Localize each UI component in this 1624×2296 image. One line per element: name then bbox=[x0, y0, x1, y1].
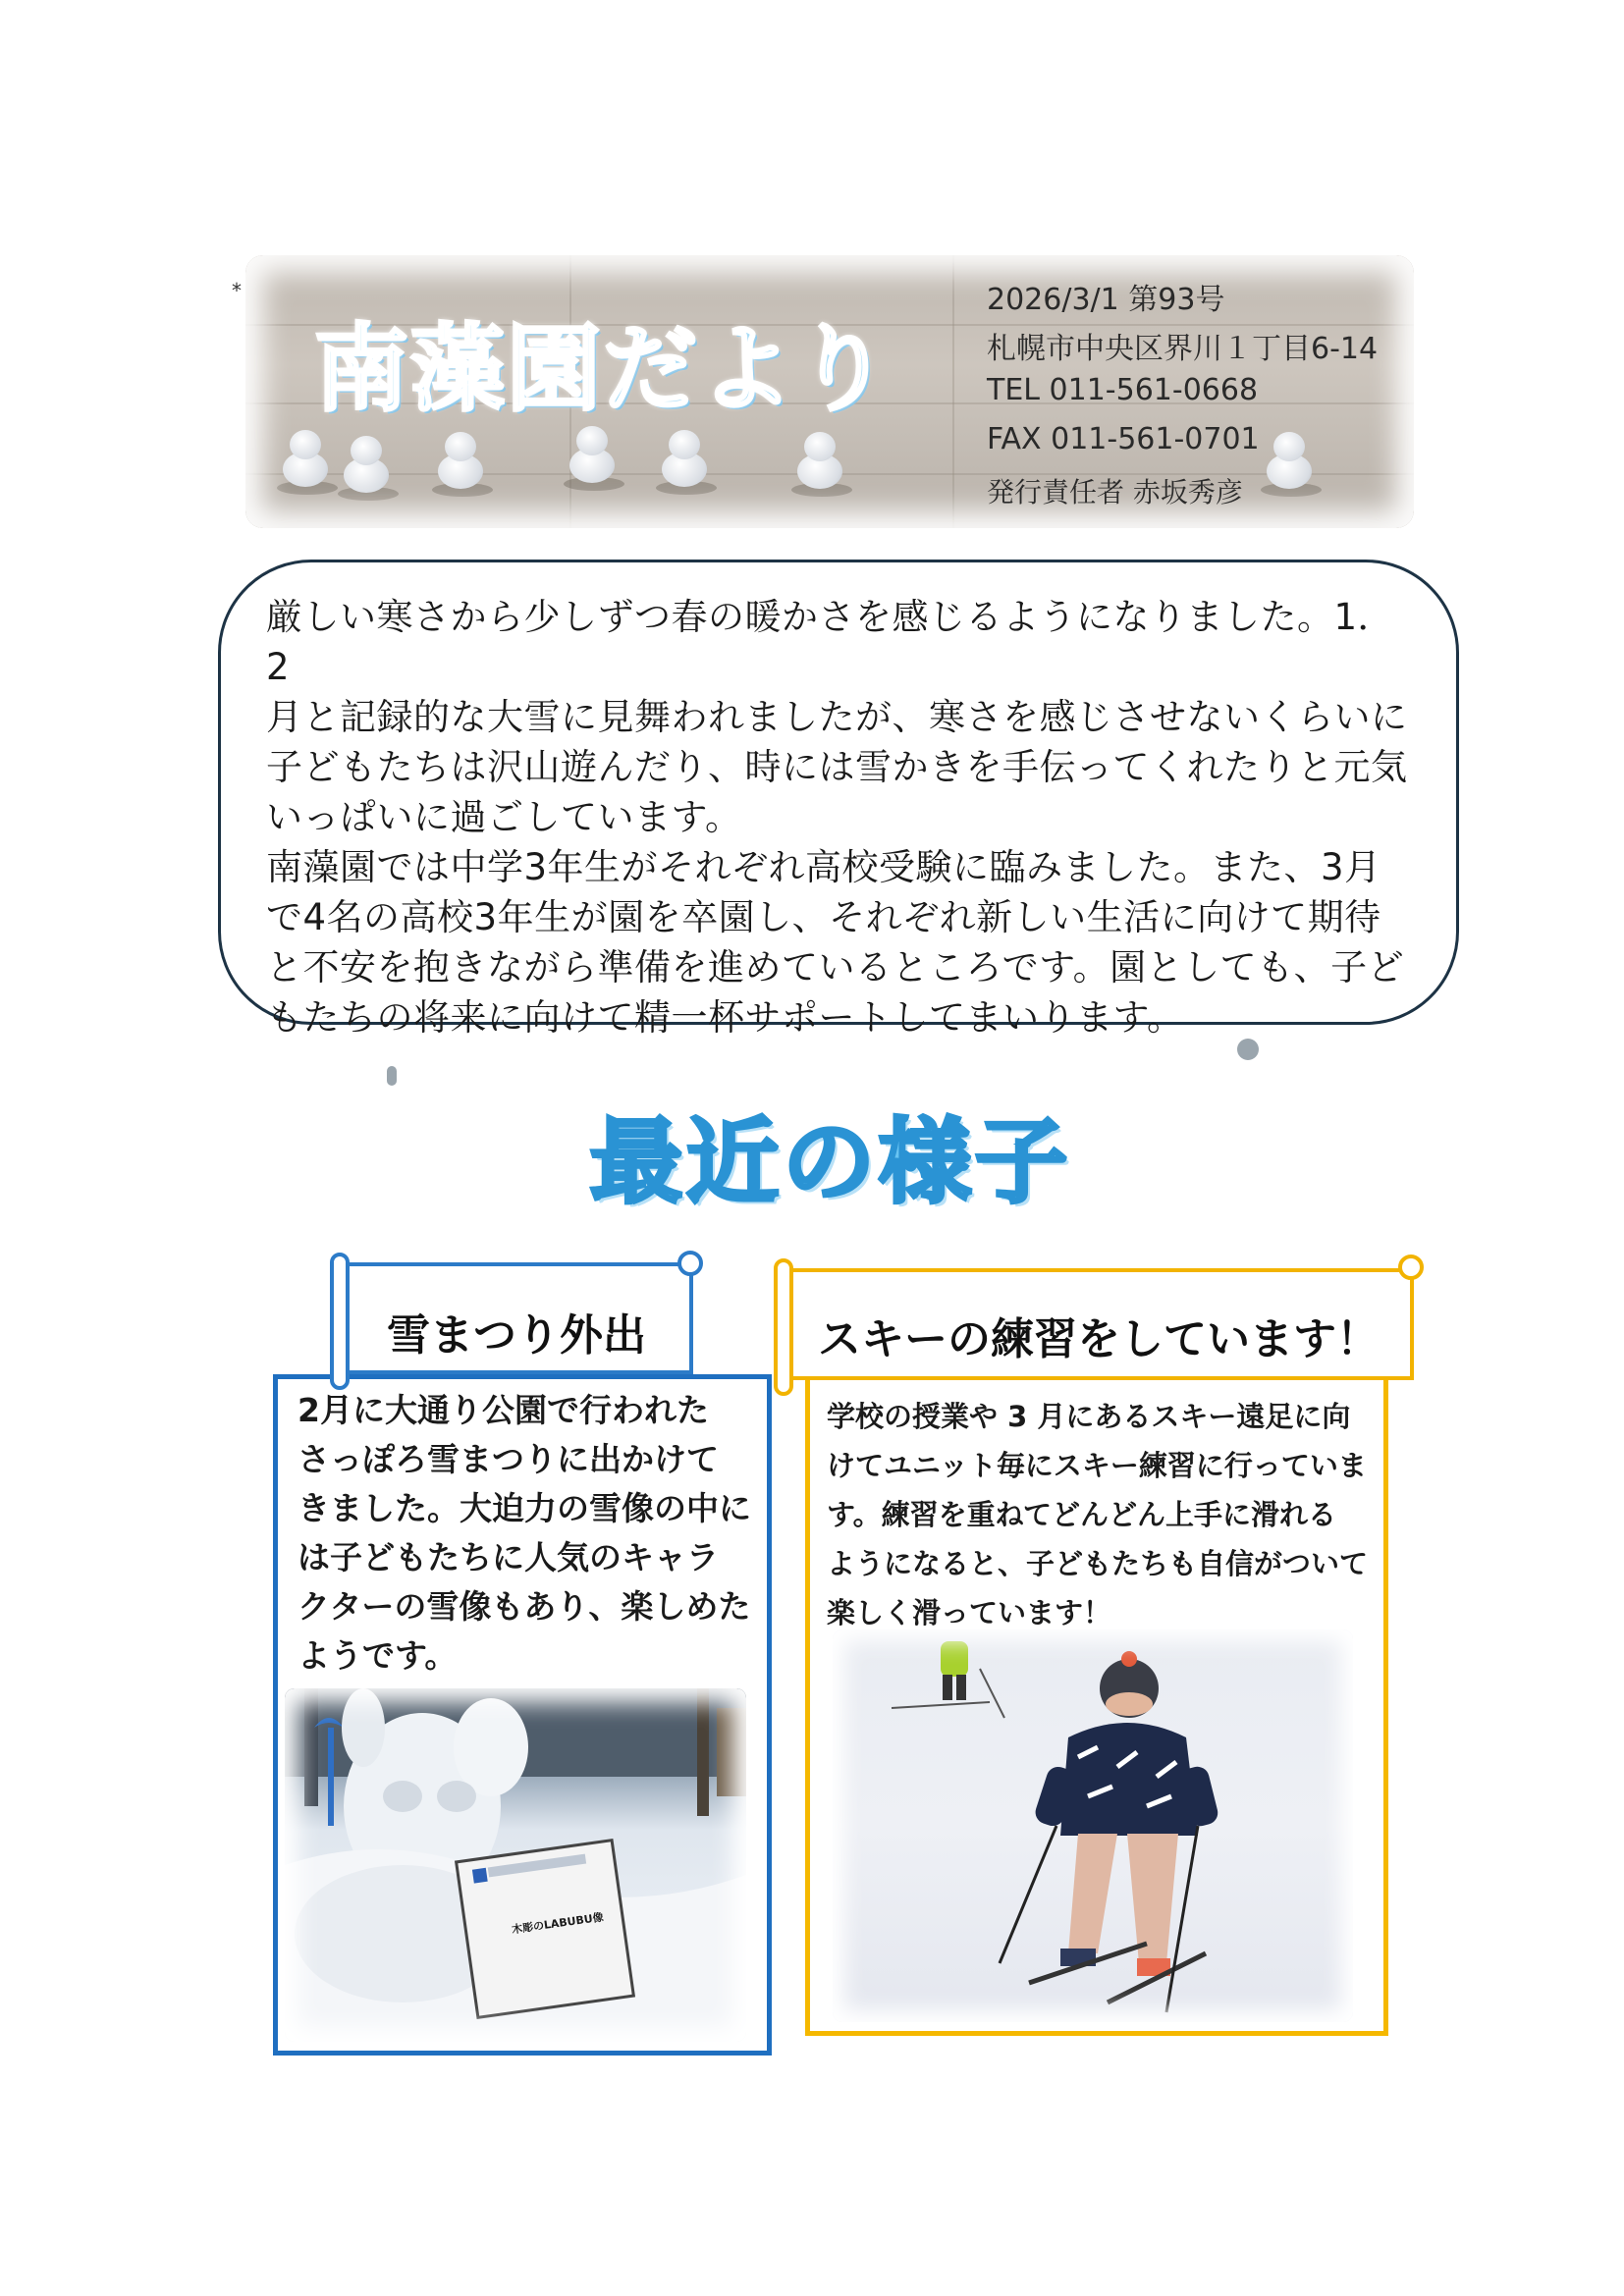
decorative-speck bbox=[387, 1066, 397, 1086]
telephone: TEL 011-561-0668 bbox=[987, 373, 1259, 407]
intro-line: と不安を抱きながら準備を進めているところです。園としても、子ど bbox=[266, 946, 1405, 988]
body-line: きました。大迫力の雪像の中に bbox=[298, 1489, 751, 1527]
issue-date: 2026/3/1 第93号 bbox=[987, 283, 1225, 317]
sign-caption: 木彫のLABUBU像 bbox=[511, 1910, 605, 1937]
intro-line: 月と記録的な大雪に見舞われましたが、寒さを感じさせないくらいに bbox=[266, 696, 1408, 738]
intro-line: 南藻園では中学3年生がそれぞれ高校受験に臨みました。また、3月 bbox=[266, 846, 1381, 888]
ski-practice-heading: スキーの練習をしています！ bbox=[818, 1314, 1380, 1364]
body-line: す。練習を重ねてどんどん上手に滑れる bbox=[827, 1498, 1336, 1531]
ski-practice-photo bbox=[833, 1629, 1353, 2022]
body-line: ようです。 bbox=[298, 1636, 458, 1675]
decorative-speck bbox=[1237, 1039, 1259, 1060]
publisher: 発行責任者 赤坂秀彦 bbox=[987, 476, 1243, 508]
intro-line: もたちの将来に向けて精一杯サポートしてまいります。 bbox=[266, 996, 1184, 1039]
body-line: 学校の授業や 3 月にあるスキー遠足に向 bbox=[827, 1400, 1351, 1433]
fax: FAX 011-561-0701 bbox=[987, 422, 1260, 456]
intro-message-box bbox=[218, 560, 1459, 1039]
asterisk-mark: * bbox=[232, 279, 242, 302]
snow-sculpture-photo bbox=[285, 1688, 746, 2042]
snow-festival-body bbox=[298, 1386, 759, 1681]
body-line: クターの雪像もあり、楽しめた bbox=[298, 1587, 751, 1626]
address: 札幌市中央区界川１丁目6-14 bbox=[987, 332, 1379, 366]
section-title: 最近の様子 bbox=[589, 1109, 1071, 1216]
masthead-title: 南藻園だより bbox=[314, 314, 892, 424]
body-line: けてユニット毎にスキー練習に行っていま bbox=[827, 1449, 1367, 1482]
snow-festival-heading-ribbon bbox=[340, 1262, 693, 1374]
ski-practice-body bbox=[827, 1392, 1377, 1637]
intro-line: 子どもたちは沢山遊んだり、時には雪かきを手伝ってくれたりと元気 bbox=[266, 746, 1408, 788]
body-line: 楽しく滑っています！ bbox=[827, 1596, 1112, 1629]
body-line: 2月に大通り公園で行われた bbox=[298, 1391, 709, 1429]
intro-line: で4名の高校3年生が園を卒園し、それぞれ新しい生活に向けて期待 bbox=[266, 896, 1381, 938]
snow-festival-heading: 雪まつり外出 bbox=[387, 1310, 646, 1361]
intro-line: いっぱいに過ごしています。 bbox=[266, 796, 742, 838]
ski-practice-heading-ribbon bbox=[784, 1268, 1414, 1380]
intro-line: 厳しい寒さから少しずつ春の暖かさを感じるようになりました。1．2 bbox=[266, 596, 1395, 688]
body-line: さっぽろ雪まつりに出かけて bbox=[298, 1440, 719, 1478]
body-line: ようになると、子どもたちも自信がついて bbox=[827, 1547, 1369, 1580]
body-line: は子どもたちに人気のキャラ bbox=[298, 1538, 719, 1576]
